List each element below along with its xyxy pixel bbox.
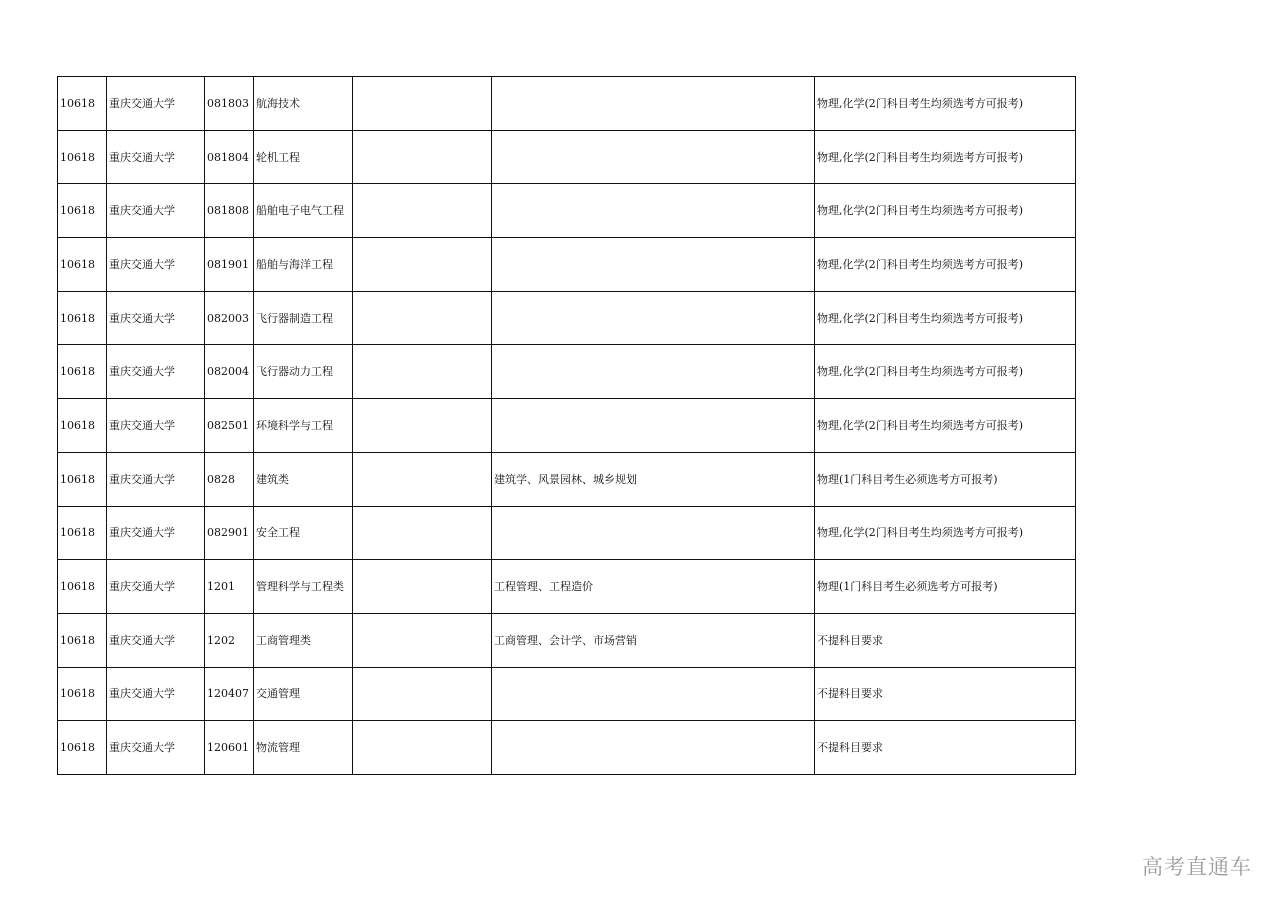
school-name-cell: 重庆交通大学 bbox=[107, 667, 205, 721]
subject-requirement-cell: 不提科目要求 bbox=[815, 667, 1076, 721]
school-code-cell: 10618 bbox=[58, 130, 107, 184]
included-majors-cell: 建筑学、风景园林、城乡规划 bbox=[492, 452, 815, 506]
subject-requirement-cell: 物理,化学(2门科目考生均须选考方可报考) bbox=[815, 238, 1076, 292]
blank-cell bbox=[353, 452, 492, 506]
major-code-cell: 0828 bbox=[205, 452, 254, 506]
table-row bbox=[58, 130, 1076, 184]
included-majors-cell bbox=[492, 399, 815, 453]
blank-cell bbox=[353, 238, 492, 292]
table-row bbox=[58, 721, 1076, 775]
major-name-cell: 工商管理类 bbox=[254, 613, 353, 667]
school-name-cell: 重庆交通大学 bbox=[107, 506, 205, 560]
subject-requirement-cell: 不提科目要求 bbox=[815, 721, 1076, 775]
subject-requirement-cell: 物理,化学(2门科目考生均须选考方可报考) bbox=[815, 506, 1076, 560]
included-majors-cell bbox=[492, 721, 815, 775]
included-majors-cell: 工程管理、工程造价 bbox=[492, 560, 815, 614]
major-name-cell: 飞行器动力工程 bbox=[254, 345, 353, 399]
included-majors-cell bbox=[492, 506, 815, 560]
subject-requirement-cell: 物理,化学(2门科目考生均须选考方可报考) bbox=[815, 130, 1076, 184]
blank-cell bbox=[353, 399, 492, 453]
included-majors-cell bbox=[492, 667, 815, 721]
table-body bbox=[58, 77, 1076, 775]
major-name-cell: 轮机工程 bbox=[254, 130, 353, 184]
school-name-cell: 重庆交通大学 bbox=[107, 452, 205, 506]
major-name-cell: 船舶电子电气工程 bbox=[254, 184, 353, 238]
blank-cell bbox=[353, 667, 492, 721]
table-row bbox=[58, 399, 1076, 453]
included-majors-cell bbox=[492, 184, 815, 238]
major-code-cell: 082004 bbox=[205, 345, 254, 399]
major-code-cell: 120407 bbox=[205, 667, 254, 721]
major-name-cell: 物流管理 bbox=[254, 721, 353, 775]
table-row bbox=[58, 613, 1076, 667]
subject-requirement-cell: 不提科目要求 bbox=[815, 613, 1076, 667]
major-code-cell: 120601 bbox=[205, 721, 254, 775]
school-code-cell: 10618 bbox=[58, 238, 107, 292]
blank-cell bbox=[353, 130, 492, 184]
school-code-cell: 10618 bbox=[58, 77, 107, 131]
school-name-cell: 重庆交通大学 bbox=[107, 399, 205, 453]
subject-requirement-cell: 物理,化学(2门科目考生均须选考方可报考) bbox=[815, 399, 1076, 453]
school-name-cell: 重庆交通大学 bbox=[107, 184, 205, 238]
blank-cell bbox=[353, 291, 492, 345]
included-majors-cell: 工商管理、会计学、市场营销 bbox=[492, 613, 815, 667]
major-code-cell: 081803 bbox=[205, 77, 254, 131]
subject-requirement-cell: 物理,化学(2门科目考生均须选考方可报考) bbox=[815, 184, 1076, 238]
major-name-cell: 船舶与海洋工程 bbox=[254, 238, 353, 292]
major-code-cell: 082501 bbox=[205, 399, 254, 453]
included-majors-cell bbox=[492, 77, 815, 131]
school-name-cell: 重庆交通大学 bbox=[107, 77, 205, 131]
major-code-cell: 081808 bbox=[205, 184, 254, 238]
major-code-cell: 081804 bbox=[205, 130, 254, 184]
major-name-cell: 交通管理 bbox=[254, 667, 353, 721]
subject-requirement-cell: 物理,化学(2门科目考生均须选考方可报考) bbox=[815, 291, 1076, 345]
major-name-cell: 安全工程 bbox=[254, 506, 353, 560]
school-code-cell: 10618 bbox=[58, 345, 107, 399]
major-code-cell: 1202 bbox=[205, 613, 254, 667]
major-code-cell: 082003 bbox=[205, 291, 254, 345]
table-row bbox=[58, 506, 1076, 560]
school-code-cell: 10618 bbox=[58, 613, 107, 667]
table-row bbox=[58, 291, 1076, 345]
school-code-cell: 10618 bbox=[58, 452, 107, 506]
major-name-cell: 环境科学与工程 bbox=[254, 399, 353, 453]
subject-requirements-table bbox=[57, 76, 1076, 775]
school-name-cell: 重庆交通大学 bbox=[107, 238, 205, 292]
included-majors-cell bbox=[492, 345, 815, 399]
school-name-cell: 重庆交通大学 bbox=[107, 291, 205, 345]
included-majors-cell bbox=[492, 238, 815, 292]
school-code-cell: 10618 bbox=[58, 721, 107, 775]
blank-cell bbox=[353, 506, 492, 560]
major-name-cell: 建筑类 bbox=[254, 452, 353, 506]
table-row bbox=[58, 560, 1076, 614]
table-row bbox=[58, 238, 1076, 292]
school-code-cell: 10618 bbox=[58, 184, 107, 238]
subject-requirement-cell: 物理(1门科目考生必须选考方可报考) bbox=[815, 560, 1076, 614]
included-majors-cell bbox=[492, 130, 815, 184]
school-name-cell: 重庆交通大学 bbox=[107, 721, 205, 775]
watermark-text: 高考直通车 bbox=[1142, 855, 1252, 879]
school-code-cell: 10618 bbox=[58, 291, 107, 345]
subject-requirement-cell: 物理(1门科目考生必须选考方可报考) bbox=[815, 452, 1076, 506]
school-name-cell: 重庆交通大学 bbox=[107, 560, 205, 614]
table-row bbox=[58, 184, 1076, 238]
subject-requirement-cell: 物理,化学(2门科目考生均须选考方可报考) bbox=[815, 345, 1076, 399]
table-row bbox=[58, 452, 1076, 506]
school-name-cell: 重庆交通大学 bbox=[107, 130, 205, 184]
school-name-cell: 重庆交通大学 bbox=[107, 613, 205, 667]
school-code-cell: 10618 bbox=[58, 506, 107, 560]
major-name-cell: 飞行器制造工程 bbox=[254, 291, 353, 345]
major-code-cell: 1201 bbox=[205, 560, 254, 614]
table-row bbox=[58, 667, 1076, 721]
table-row bbox=[58, 345, 1076, 399]
school-code-cell: 10618 bbox=[58, 560, 107, 614]
major-name-cell: 航海技术 bbox=[254, 77, 353, 131]
school-code-cell: 10618 bbox=[58, 667, 107, 721]
blank-cell bbox=[353, 613, 492, 667]
blank-cell bbox=[353, 560, 492, 614]
blank-cell bbox=[353, 721, 492, 775]
school-code-cell: 10618 bbox=[58, 399, 107, 453]
included-majors-cell bbox=[492, 291, 815, 345]
blank-cell bbox=[353, 345, 492, 399]
school-name-cell: 重庆交通大学 bbox=[107, 345, 205, 399]
major-code-cell: 082901 bbox=[205, 506, 254, 560]
table-row bbox=[58, 77, 1076, 131]
subject-requirement-cell: 物理,化学(2门科目考生均须选考方可报考) bbox=[815, 77, 1076, 131]
major-code-cell: 081901 bbox=[205, 238, 254, 292]
blank-cell bbox=[353, 184, 492, 238]
blank-cell bbox=[353, 77, 492, 131]
major-name-cell: 管理科学与工程类 bbox=[254, 560, 353, 614]
